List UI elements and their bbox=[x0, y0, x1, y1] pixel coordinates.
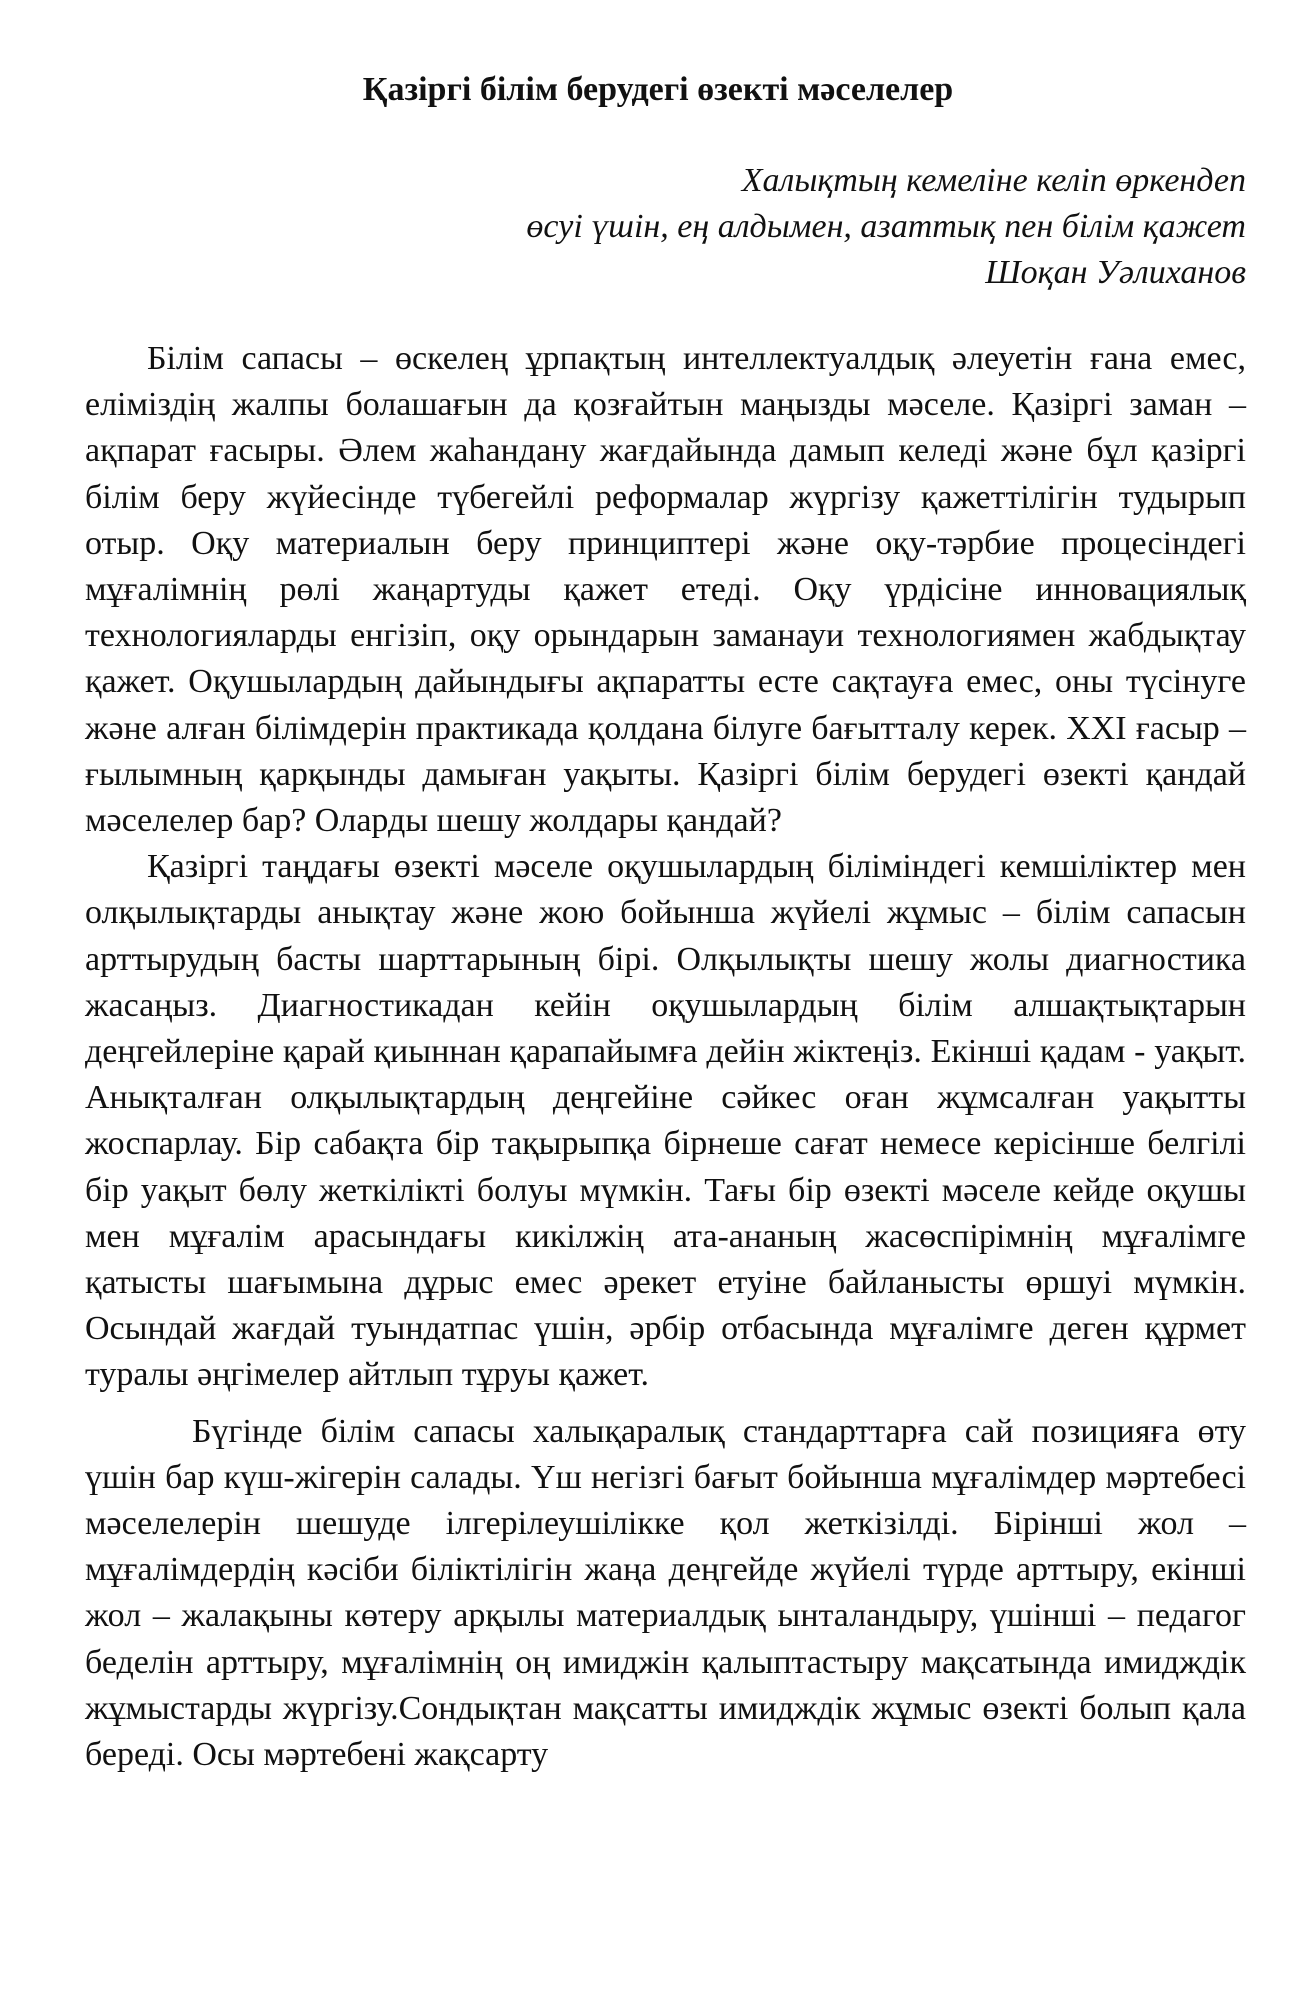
epigraph bbox=[246, 158, 1246, 296]
epigraph-line: Халықтың кемеліне келіп өркендеп bbox=[741, 162, 1246, 199]
epigraph-author: Шоқан Уәлиханов bbox=[985, 254, 1246, 291]
epigraph-line: өсуі үшін, ең алдымен, азаттық пен білім қажет bbox=[526, 208, 1246, 245]
body-text bbox=[85, 336, 1246, 1778]
paragraph: Қазіргі таңдағы өзекті мәселе оқушылардың біліміндегі кемшіліктер мен олқылықтарды анықтау және жою бойынша жүйелі жұмыс – білім сапасын арттырудың басты шарттарының бірі. Олқылықты шешу жолы диагностика жасаңыз. Диагностикадан кейін оқушылардың білім алшақтықтарын деңгейлеріне қарай қиыннан қарапайымға дейін жіктеңіз. Екінші қадам - уақыт. Анықталған олқылықтардың деңгейіне сәйкес оған жұмсалған уақытты жоспарлау. Бір сабақта бір тақырыпқа бірнеше сағат немесе керісінше белгілі бір уақыт бөлу жеткілікті болуы мүмкін. Тағы бір өзекті мәселе кейде оқушы мен мұғалім арасындағы кикілжің ата-ананың жасөспірімнің мұғалімге қатысты шағымына дұрыс емес әрекет етуіне байланысты өршуі мүмкін. Осындай жағдай туындатпас үшін, әрбір отбасында мұғалімге деген құрмет туралы әңгімелер айтлып тұруы қажет. bbox=[85, 848, 1246, 1394]
page-title: Қазіргі білім берудегі өзекті мәселелер bbox=[362, 71, 954, 108]
paragraph: Бүгінде білім сапасы халықаралық стандарттарға сай позицияға өту үшін бар күш-жігерін салады. Үш негізгі бағыт бойынша мұғалімдер мәртебесі мәселелерін шешуде ілгерілеушілікке қол жеткізілді. Бірінші жол – мұғалімдердің кәсіби біліктілігін жаңа деңгейде жүйелі түрде арттыру, екінші жол – жалақыны көтеру арқылы материалдық ынталандыру, үшінші – педагог беделін арттыру, мұғалімнің оң имиджін қалыптастыру мақсатында имидждік жұмыстарды жүргізу.Сондықтан мақсатты имидждік жұмыс өзекті болып қала береді. Осы мәртебені жақсарту bbox=[85, 1412, 1246, 1774]
paragraph: Білім сапасы – өскелең ұрпақтың интеллектуалдық әлеуетін ғана емес, еліміздің жалпы болашағын да қозғайтын маңызды мәселе. Қазіргі заман – ақпарат ғасыры. Әлем жаһандану жағдайында дамып келеді және бұл қазіргі білім беру жүйесінде түбегейлі реформалар жүргізу қажеттілігін тудырып отыр. Оқу материалын беру принциптері және оқу-тәрбие процесіндегі мұғалімнің рөлі жаңартуды қажет етеді. Оқу үрдісіне инновациялық технологияларды енгізіп, оқу орындарын заманауи технологиямен жабдықтау қажет. Оқушылардың дайындығы ақпаратты есте сақтауға емес, оны түсінуге және алған білімдерін практикада қолдана білуге бағытталу керек. XXI ғасыр – ғылымның қарқынды дамыған уақыты. Қазіргі білім берудегі өзекті қандай мәселелер бар? Оларды шешу жолдары қандай? bbox=[85, 340, 1246, 840]
